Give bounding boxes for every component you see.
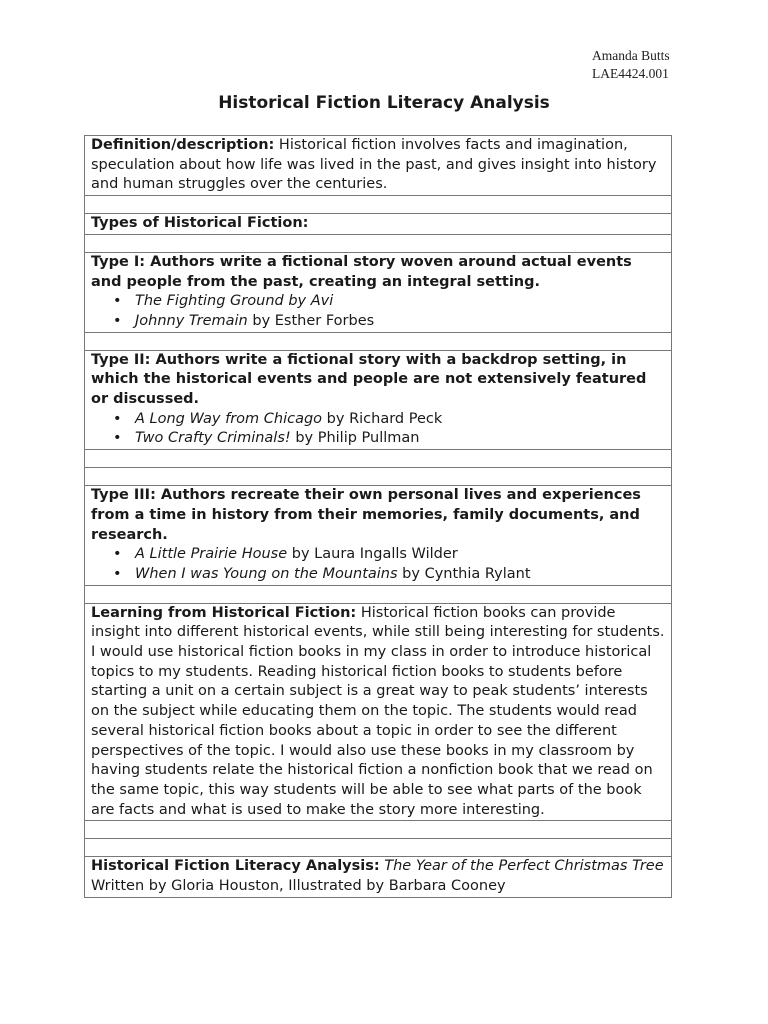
book-title: When I was Young on the Mountains bbox=[135, 565, 398, 582]
definition-row bbox=[85, 136, 671, 196]
book-title: A Long Way from Chicago bbox=[135, 410, 323, 427]
blank-row bbox=[85, 333, 671, 351]
bullet-icon: • bbox=[113, 312, 122, 329]
list-item bbox=[113, 292, 665, 312]
learning-label: Learning from Historical Fiction: bbox=[91, 604, 357, 621]
type3-heading: Type III: Authors recreate their own personal lives and experiences from a time in history from their memories, family documents, and research. bbox=[91, 487, 641, 543]
types-heading-row bbox=[85, 214, 671, 235]
type1-row bbox=[85, 253, 671, 333]
book-author: by Laura Ingalls Wilder bbox=[287, 546, 458, 563]
book-author: by Richard Peck bbox=[322, 410, 443, 427]
type3-book-list bbox=[91, 545, 665, 584]
analysis-label: Historical Fiction Literacy Analysis: bbox=[91, 858, 380, 875]
author-name: Amanda Butts bbox=[592, 48, 670, 63]
type2-row bbox=[85, 351, 671, 451]
analysis-row bbox=[85, 857, 671, 896]
analysis-book-title: The Year of the Perfect Christmas Tree bbox=[384, 858, 664, 875]
list-item bbox=[113, 410, 665, 430]
book-author: by Cynthia Rylant bbox=[397, 565, 531, 582]
blank-row bbox=[85, 586, 671, 604]
list-item bbox=[113, 312, 665, 332]
course-code: LAE4424.001 bbox=[592, 66, 669, 81]
learning-text: Historical fiction books can provide insight into different historical events, while still being interesting for students. I would use historical fiction books in my class in order to introduce historical topics to my students. Reading historical fiction books to students before starting a unit on a certain subject is a great way to peak students’ interests on the subject while educating them on the topic. The students would read several historical fiction books about a topic in order to see the different perspectives of the topic. I would also use these books in my classroom by having students relate the historical fiction a nonfiction book that we read on the same topic, this way students will be able to see what parts of the book are facts and what is used to make the story more interesting. bbox=[91, 604, 665, 818]
blank-row bbox=[85, 235, 671, 253]
bullet-icon: • bbox=[113, 410, 122, 427]
type1-heading: Type I: Authors write a fictional story woven around actual events and people from the past, creating an integral setting. bbox=[91, 253, 632, 290]
type2-heading: Type II: Authors write a fictional story with a backdrop setting, in which the historical events and people are not extensively featured or discussed. bbox=[91, 351, 647, 408]
definition-label: Definition/description: bbox=[91, 137, 275, 153]
analysis-credits: Written by Gloria Houston, Illustrated by Barbara Cooney bbox=[91, 878, 506, 895]
list-item bbox=[113, 429, 665, 449]
list-item bbox=[113, 565, 665, 585]
list-item bbox=[113, 545, 665, 565]
author-block bbox=[592, 47, 670, 83]
blank-row bbox=[85, 821, 671, 839]
types-heading: Types of Historical Fiction: bbox=[91, 215, 309, 232]
book-title: A Little Prairie House bbox=[135, 546, 288, 563]
definition-text: Historical fiction involves facts and imagination, speculation about how life was lived in the past, and gives insight into history and human struggles over the centuries. bbox=[91, 137, 657, 193]
analysis-table bbox=[84, 135, 672, 898]
blank-row bbox=[85, 468, 671, 486]
bullet-icon: • bbox=[113, 565, 122, 582]
type2-book-list bbox=[91, 410, 665, 449]
type1-book-list bbox=[91, 292, 665, 331]
blank-row bbox=[85, 839, 671, 857]
bullet-icon: • bbox=[113, 430, 122, 447]
blank-row bbox=[85, 196, 671, 214]
book-author: by Esther Forbes bbox=[247, 312, 375, 329]
document-title: Historical Fiction Literacy Analysis bbox=[218, 93, 550, 113]
book-title: The Fighting Ground by Avi bbox=[135, 293, 334, 310]
type3-row bbox=[85, 486, 671, 586]
blank-row bbox=[85, 450, 671, 468]
book-title: Two Crafty Criminals! bbox=[135, 430, 291, 447]
bullet-icon: • bbox=[113, 293, 122, 310]
learning-row bbox=[85, 604, 671, 822]
book-title: Johnny Tremain bbox=[135, 312, 248, 329]
bullet-icon: • bbox=[113, 546, 122, 563]
book-author: by Philip Pullman bbox=[290, 430, 420, 447]
